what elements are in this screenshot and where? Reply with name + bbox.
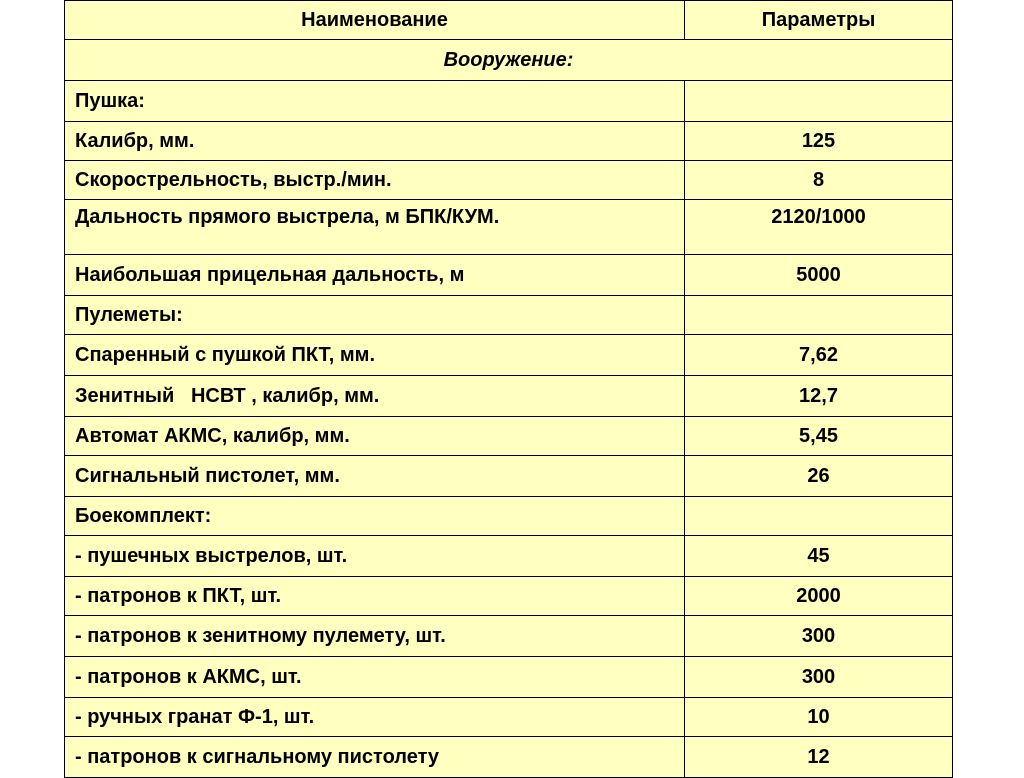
row-value: 2000 [685,577,953,616]
table-row [65,376,953,417]
row-name: Наибольшая прицельная дальность, м [65,255,685,296]
section-row [65,40,953,81]
row-name: Автомат АКМС, калибр, мм. [65,417,685,456]
group-row-ammo [65,497,953,536]
row-name: - патронов к ПКТ, шт. [65,577,685,616]
row-name: - патронов к АКМС, шт. [65,657,685,698]
table-row [65,335,953,376]
table-row [65,737,953,778]
table-row [65,161,953,200]
row-value: 8 [685,161,953,200]
row-name: - патронов к сигнальному пистолету [65,737,685,778]
specifications-table [64,0,953,778]
row-name: Сигнальный пистолет, мм. [65,456,685,497]
section-title: Вооружение: [65,40,953,81]
row-value: 12 [685,737,953,778]
table-row [65,255,953,296]
group-row-machine-guns [65,296,953,335]
empty-cell [685,81,953,122]
table-row [65,122,953,161]
group-title-gun: Пушка: [65,81,685,122]
row-name: Зенитный НСВТ , калибр, мм. [65,376,685,417]
group-title-machine-guns: Пулеметы: [65,296,685,335]
row-value: 5,45 [685,417,953,456]
table-row [65,417,953,456]
empty-cell [685,497,953,536]
row-value: 26 [685,456,953,497]
row-name: Скорострельность, выстр./мин. [65,161,685,200]
table-header-row [65,1,953,40]
column-header-name: Наименование [65,1,685,40]
table-row [65,616,953,657]
row-value: 7,62 [685,335,953,376]
row-value: 10 [685,698,953,737]
table-row [65,577,953,616]
table-row [65,456,953,497]
row-name: - патронов к зенитному пулемету, шт. [65,616,685,657]
group-title-ammo: Боекомплект: [65,497,685,536]
column-header-params: Параметры [685,1,953,40]
row-value: 12,7 [685,376,953,417]
row-name: Калибр, мм. [65,122,685,161]
empty-cell [685,296,953,335]
row-name: Дальность прямого выстрела, м БПК/КУМ. [65,200,685,255]
table-row [65,698,953,737]
row-name: - ручных гранат Ф-1, шт. [65,698,685,737]
row-name: - пушечных выстрелов, шт. [65,536,685,577]
table-row [65,200,953,255]
row-value: 300 [685,657,953,698]
table-row [65,536,953,577]
row-value: 300 [685,616,953,657]
row-value: 45 [685,536,953,577]
group-row-gun [65,81,953,122]
row-value: 5000 [685,255,953,296]
table-row [65,657,953,698]
row-value: 2120/1000 [685,200,953,255]
row-name: Спаренный с пушкой ПКТ, мм. [65,335,685,376]
row-value: 125 [685,122,953,161]
